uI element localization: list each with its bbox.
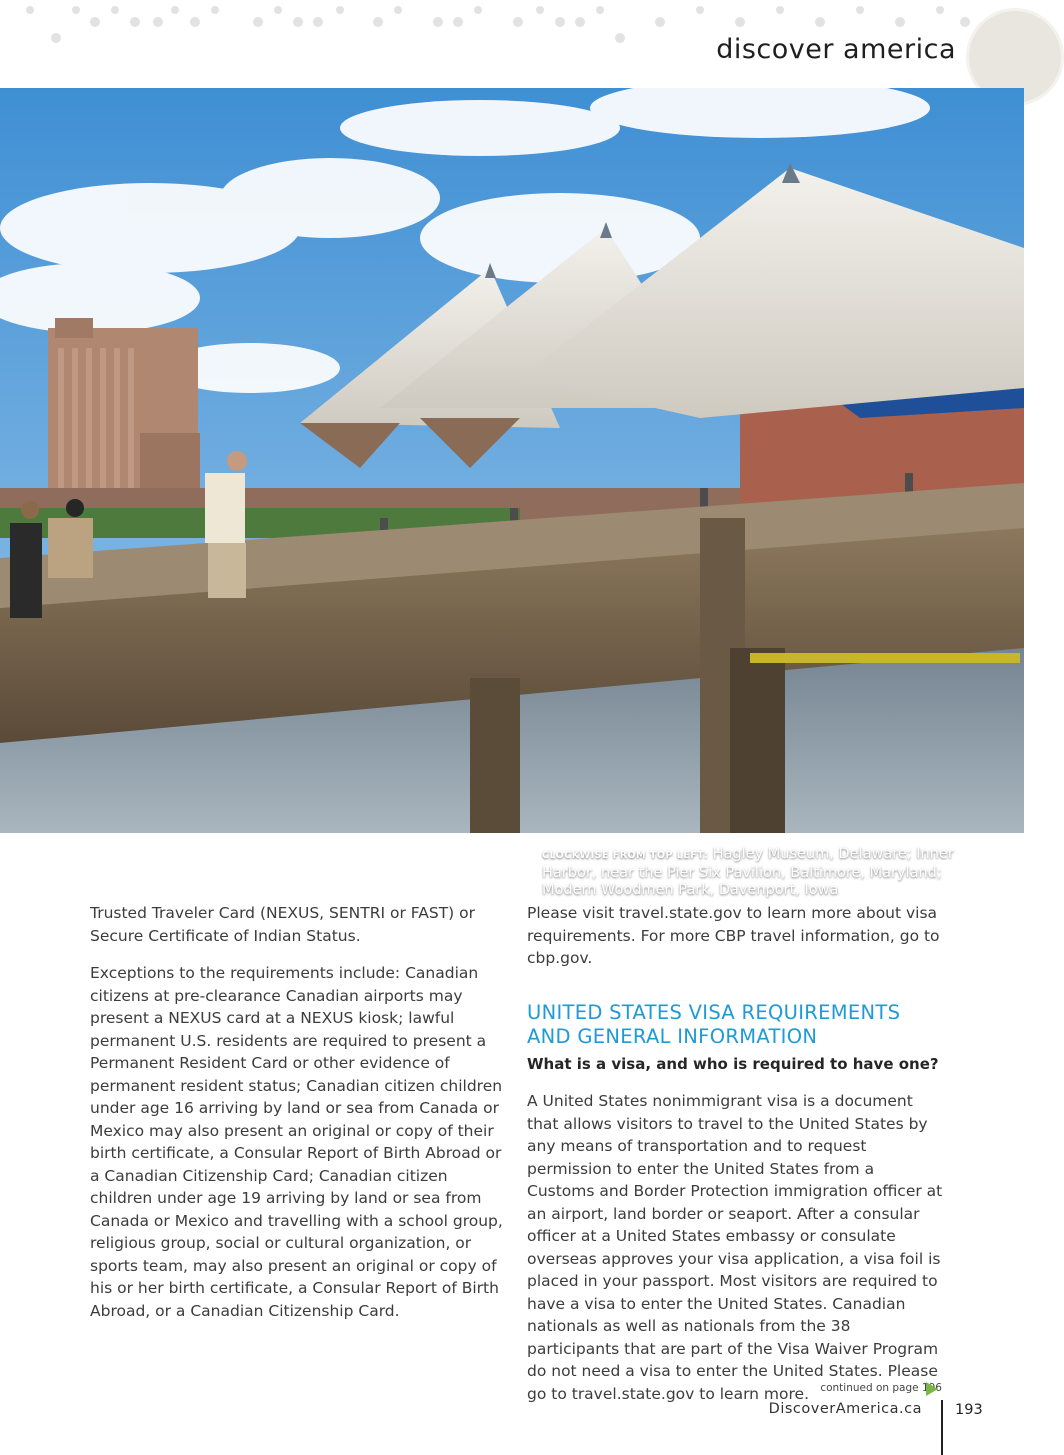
page-number: 193 [955,1402,983,1418]
continue-arrow-icon [926,1382,938,1396]
left-paragraph-1: Trusted Traveler Card (NEXUS, SENTRI or FAST) or Secure Certificate of Indian Status. [90,904,476,945]
caption-lead: CLOCKWISE FROM TOP LEFT: [542,850,709,861]
visa-subheading: What is a visa, and who is required to have one? [527,1054,939,1073]
photo-caption [542,846,962,900]
left-paragraph-2: Exceptions to the requirements include: Canadian citizens at pre-clearance Canadian airports may present a NEXUS card at a NEXUS kiosk; lawful permanent U.S. residents are required to present a Permanent Resident Card or other evidence of permanent resident status; Canadian citizen children under age 16 arriving by land or sea from Canada or Mexico may also present an original or copy of their birth certificate, a Consular Report of Birth Abroad or a Canadian Citizenship Card; Canadian citizen children under age 19 arriving by land or sea from Canada or Mexico and travelling with a school group, religious group, social or cultural organization, or sports team, may also present an original or copy of his or her birth certificate, a Consular Report of Birth Abroad, or a Canadian Citizenship Card. [90,964,503,1320]
right-column [527,902,943,1420]
right-paragraph-1: Please visit travel.state.gov to learn more about visa requirements. For more CBP travel information, go to cbp.gov. [527,904,940,967]
site-url: DiscoverAmerica.ca [768,1401,922,1417]
section-title: discover america [716,34,956,65]
footer-divider [941,1400,943,1455]
left-column [90,902,504,1337]
continued-note: continued on page 196 [820,1382,942,1394]
caption-text: Hagley Museum, Delaware; Inner Harbor, near the Pier Six Pavilion, Baltimore, Maryland; Modern Woodmen Park, Davenport, Iowa [542,846,954,898]
visa-section-heading: UNITED STATES VISA REQUIREMENTS AND GENERAL INFORMATION [527,1000,901,1048]
hero-photo-pier-six-pavilion [0,88,1024,898]
right-paragraph-2: A United States nonimmigrant visa is a document that allows visitors to travel to the United States by any means of transportation and to request permission to enter the United States from a Customs and Border Protection immigration officer at an airport, land border or seaport. After a consular officer at a United States embassy or consulate overseas approves your visa application, a visa foil is placed in your passport. Most visitors are required to have a visa to enter the United States. Canadian nationals as well as nationals from the 38 participants that are part of the Visa Waiver Program do not need a visa to enter the United States. Please go to travel.state.gov to learn more. [527,1092,943,1403]
